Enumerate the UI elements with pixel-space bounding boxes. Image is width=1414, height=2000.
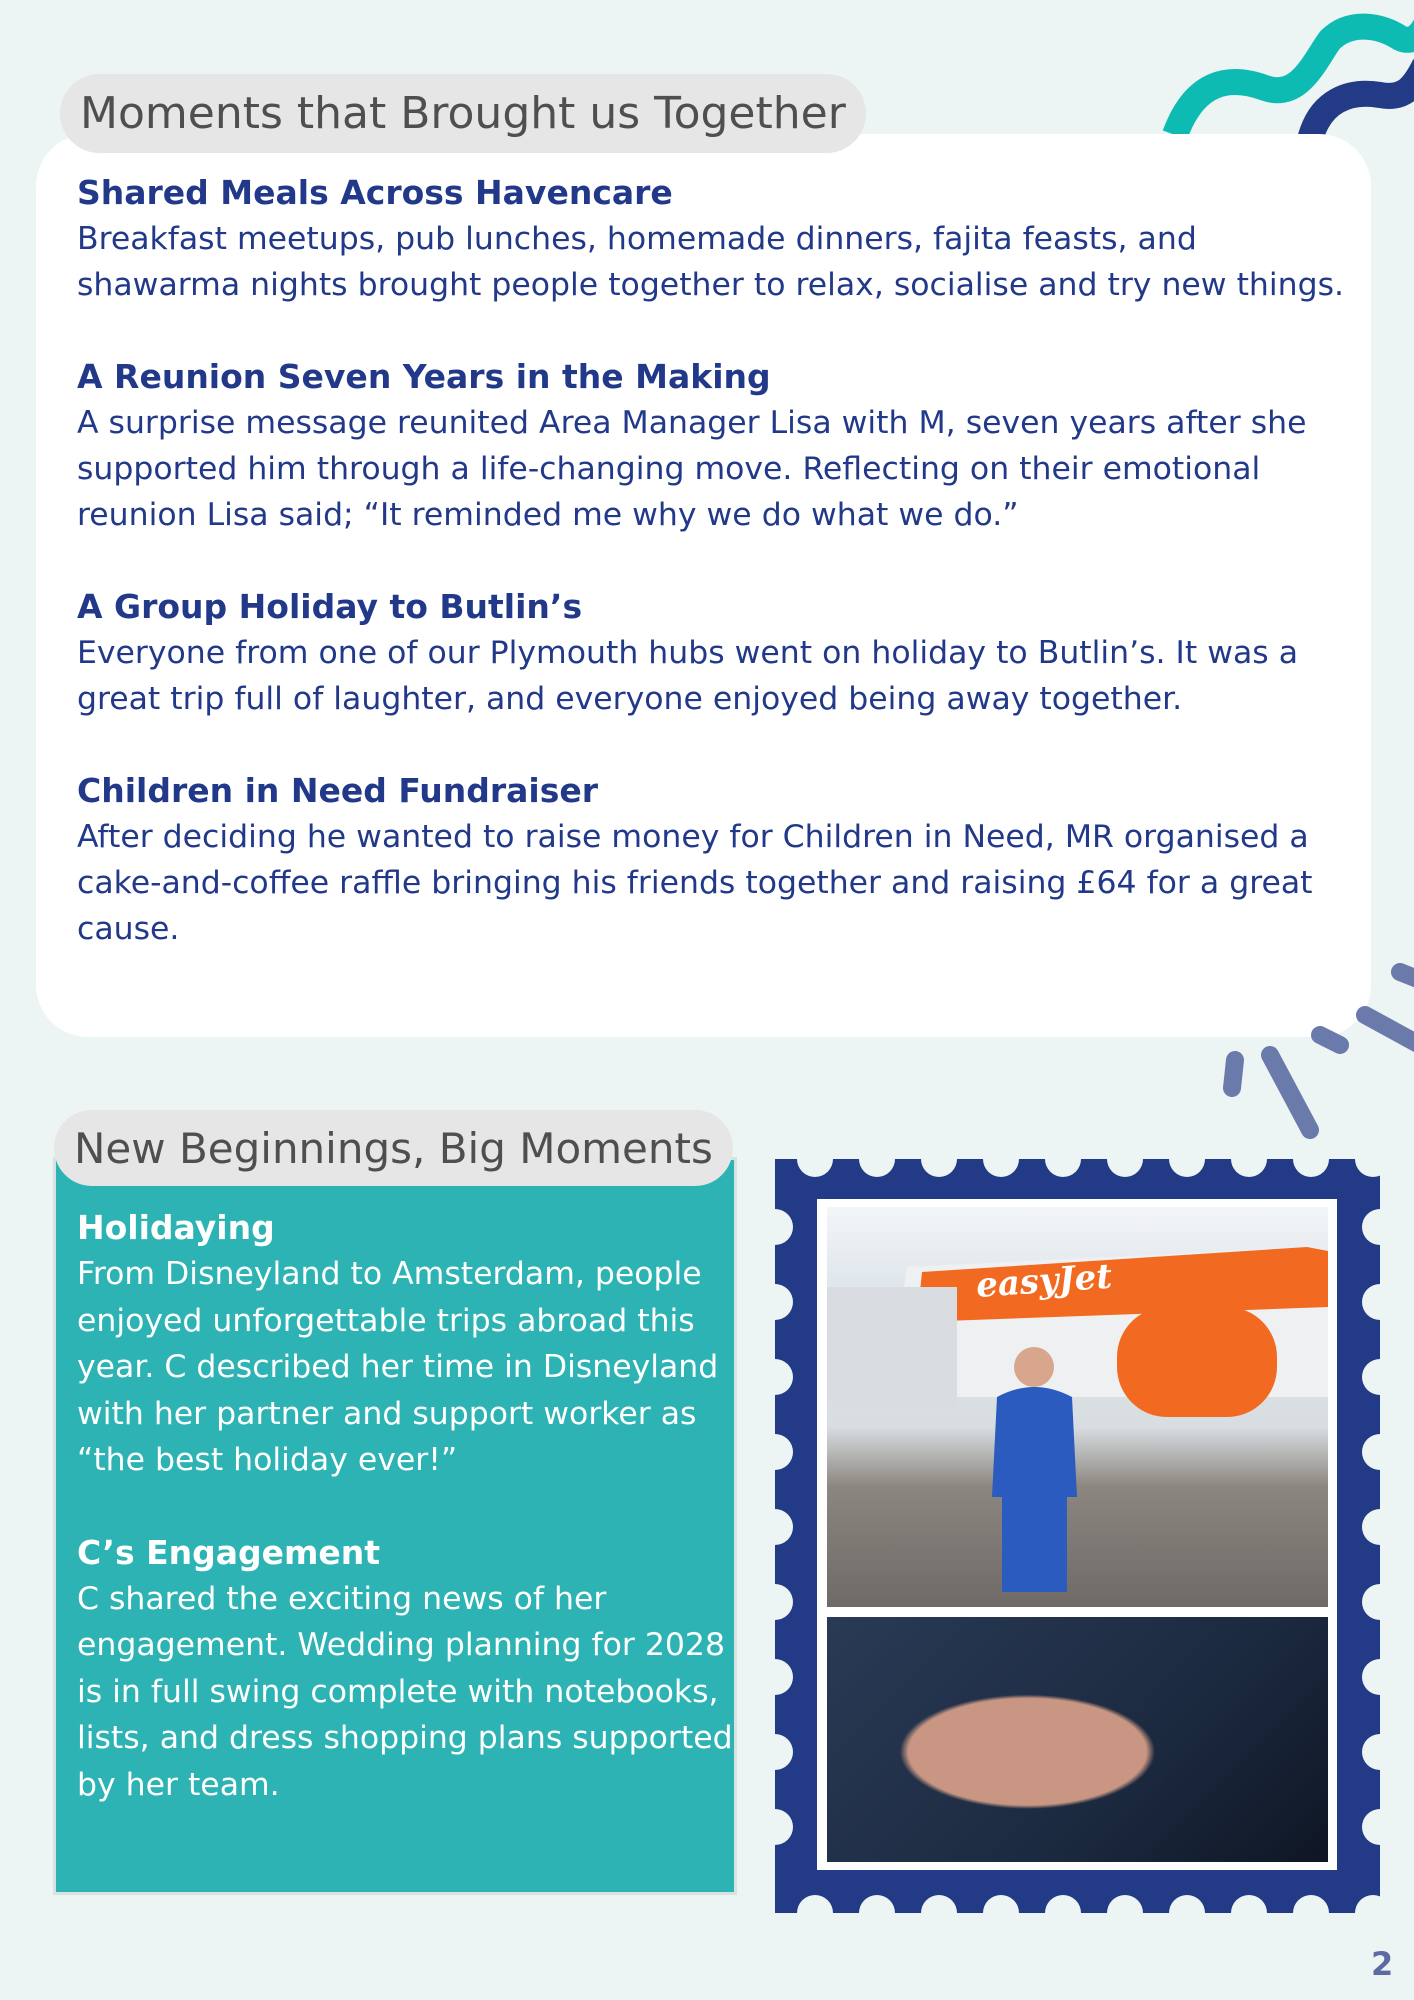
story-body: After deciding he wanted to raise money for Children in Need, MR organised a cake-and-coffee raffle bringing his friends together and raising £64 for a great cause. — [77, 819, 1313, 947]
story-body: From Disneyland to Amsterdam, people enjoyed unforgettable trips abroad this year. C described her time in Disneyland with her partner and support worker as “the best holiday ever!” — [77, 1256, 719, 1478]
story-body: Everyone from one of our Plymouth hubs went on holiday to Butlin’s. It was a great trip full of laughter, and everyone enjoyed being away together. — [77, 635, 1298, 717]
story-body: Breakfast meetups, pub lunches, homemade dinners, fajita feasts, and shawarma nights brought people together to relax, socialise and try new things. — [77, 221, 1345, 303]
story-heading: A Reunion Seven Years in the Making — [77, 357, 771, 396]
story-body: C shared the exciting news of her engagement. Wedding planning for 2028 is in full swing complete with notebooks, lists, and dress shopping plans supported by her team. — [77, 1580, 733, 1803]
story-holidaying — [77, 1205, 737, 1484]
story-heading: A Group Holiday to Butlin’s — [77, 587, 583, 626]
photo-easyjet-plane — [827, 1207, 1328, 1607]
story-body: A surprise message reunited Area Manager Lisa with M, seven years after she supported him through a life-changing move. Reflecting on their emotional reunion Lisa said; “It reminded me why we do what we do.” — [77, 405, 1307, 533]
page-number: 2 — [1371, 1945, 1394, 1983]
story-heading: C’s Engagement — [77, 1532, 381, 1572]
wave-decoration-icon — [1150, 0, 1414, 140]
new-beginnings-stories — [77, 1205, 737, 1854]
story-children-in-need — [77, 768, 1357, 952]
moments-stories — [77, 170, 1357, 998]
story-shared-meals — [77, 170, 1357, 308]
story-heading: Shared Meals Across Havencare — [77, 173, 673, 212]
story-heading: Children in Need Fundraiser — [77, 771, 599, 810]
section-title-new-beginnings: New Beginnings, Big Moments — [54, 1110, 733, 1186]
section-title-moments: Moments that Brought us Together — [60, 74, 866, 153]
story-engagement — [77, 1530, 737, 1809]
story-heading: Holidaying — [77, 1208, 275, 1247]
story-reunion — [77, 354, 1357, 538]
story-butlins — [77, 584, 1357, 722]
photo-engagement-hands — [827, 1617, 1328, 1862]
easyjet-logo-text: easyJet — [974, 1256, 1114, 1306]
